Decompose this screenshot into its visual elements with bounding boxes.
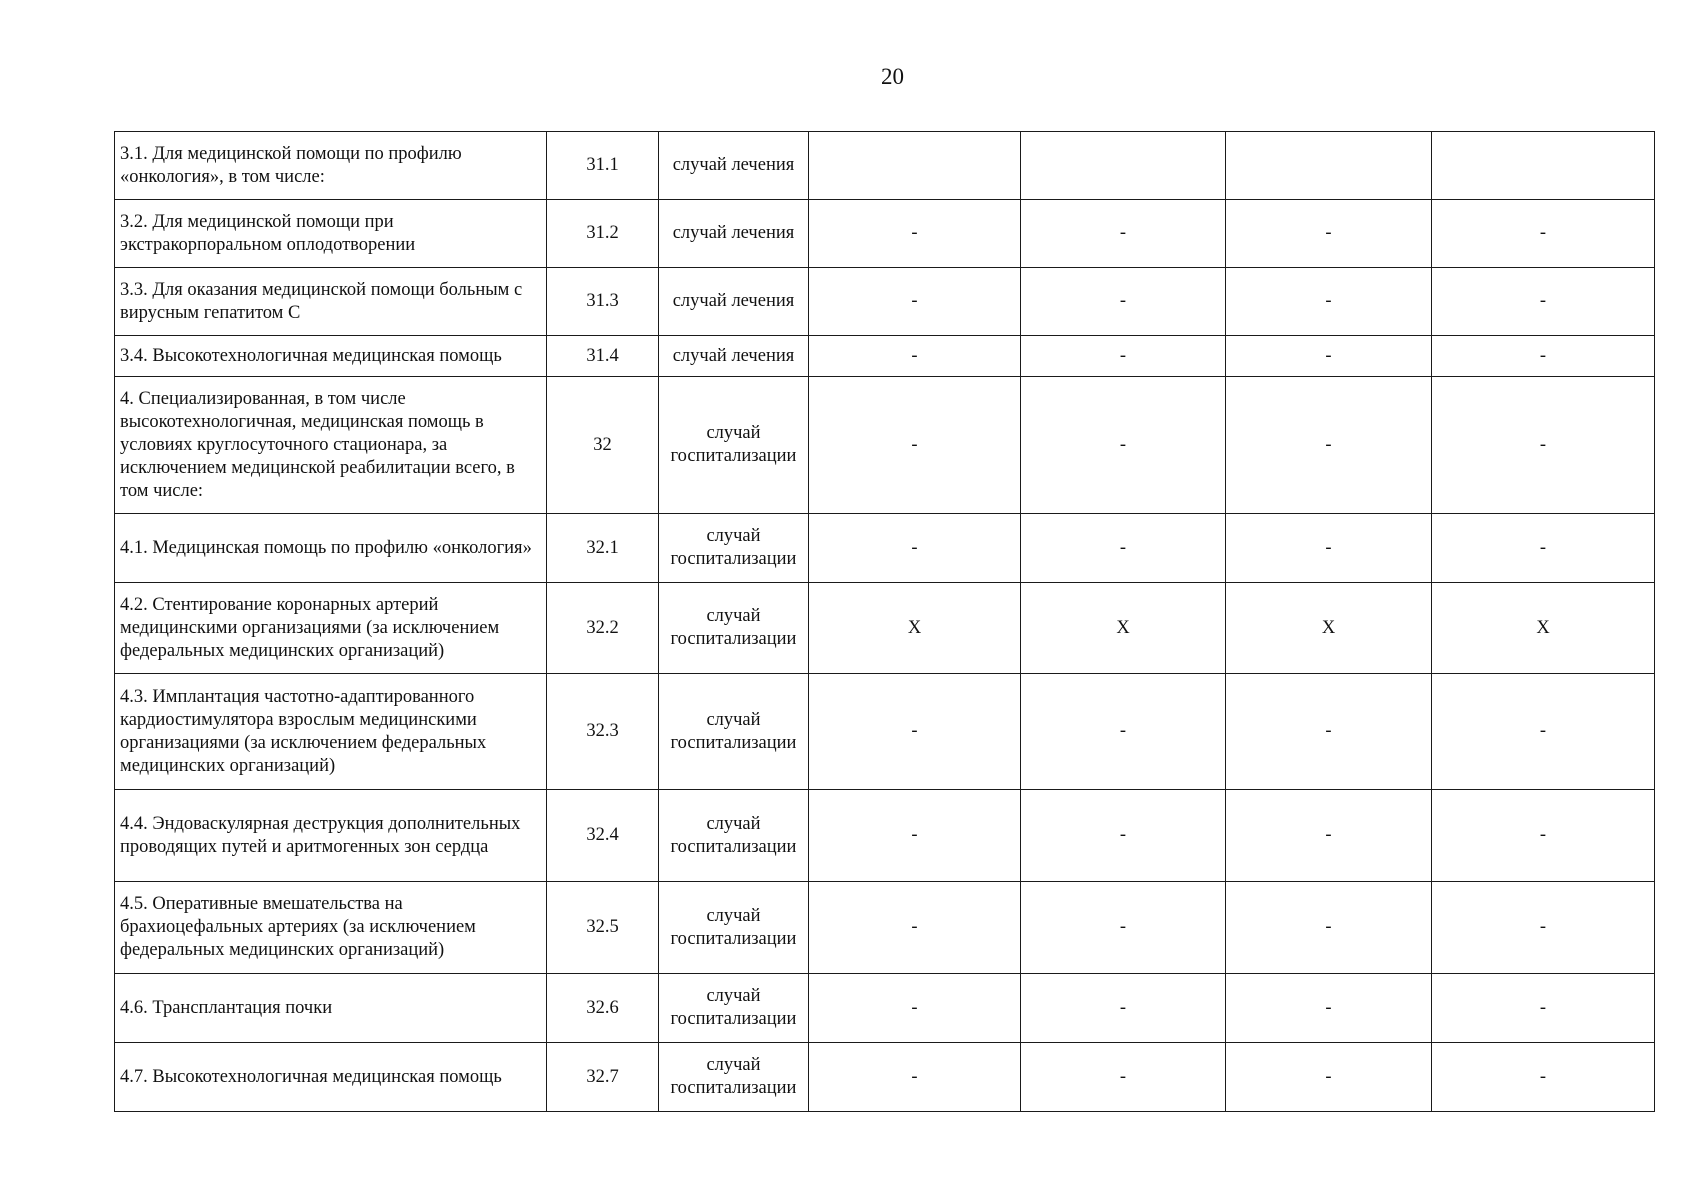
row-name-cell: 3.2. Для медицинской помощи при экстракорпоральном оплодотворении [115, 200, 547, 268]
table-row [115, 882, 1655, 974]
row-code-cell: 31.4 [547, 336, 659, 377]
value-cell: - [1021, 514, 1226, 583]
row-unit-cell: случай госпитализации [659, 974, 809, 1043]
value-cell: - [809, 882, 1021, 974]
value-cell: - [1226, 377, 1432, 514]
value-cell [1021, 132, 1226, 200]
value-cell: - [1021, 1043, 1226, 1112]
table-row [115, 674, 1655, 790]
row-name-cell: 3.3. Для оказания медицинской помощи больным с вирусным гепатитом С [115, 268, 547, 336]
table-row [115, 1043, 1655, 1112]
row-code-cell: 32.7 [547, 1043, 659, 1112]
row-code-cell: 32 [547, 377, 659, 514]
row-code-cell: 32.5 [547, 882, 659, 974]
table-row [115, 336, 1655, 377]
row-name-cell: 3.1. Для медицинской помощи по профилю «онкология», в том числе: [115, 132, 547, 200]
value-cell: - [1226, 268, 1432, 336]
table-row [115, 132, 1655, 200]
value-cell: - [1021, 674, 1226, 790]
value-cell [1432, 132, 1655, 200]
value-cell: - [1226, 790, 1432, 882]
row-unit-cell: случай госпитализации [659, 790, 809, 882]
value-cell: - [1226, 882, 1432, 974]
row-code-cell: 32.2 [547, 583, 659, 674]
value-cell: - [1021, 377, 1226, 514]
value-cell: X [1021, 583, 1226, 674]
page-number: 20 [881, 64, 904, 89]
row-name-cell: 3.4. Высокотехнологичная медицинская помощь [115, 336, 547, 377]
value-cell: - [1226, 514, 1432, 583]
row-unit-cell: случай лечения [659, 200, 809, 268]
value-cell: - [1226, 200, 1432, 268]
value-cell: - [1226, 974, 1432, 1043]
row-unit-cell: случай госпитализации [659, 1043, 809, 1112]
row-code-cell: 32.6 [547, 974, 659, 1043]
value-cell: - [1021, 336, 1226, 377]
value-cell: - [809, 200, 1021, 268]
value-cell: - [809, 336, 1021, 377]
value-cell: - [1226, 336, 1432, 377]
row-name-cell: 4.4. Эндоваскулярная деструкция дополнительных проводящих путей и аритмогенных зон сердца [115, 790, 547, 882]
row-code-cell: 32.4 [547, 790, 659, 882]
value-cell: - [809, 514, 1021, 583]
value-cell: - [1432, 377, 1655, 514]
row-name-cell: 4.5. Оперативные вмешательства на брахиоцефальных артериях (за исключением федеральных медицинских организаций) [115, 882, 547, 974]
value-cell: - [1021, 268, 1226, 336]
value-cell [1226, 132, 1432, 200]
row-unit-cell: случай госпитализации [659, 377, 809, 514]
row-name-cell: 4.6. Трансплантация почки [115, 974, 547, 1043]
value-cell [809, 132, 1021, 200]
table-row [115, 974, 1655, 1043]
row-code-cell: 31.2 [547, 200, 659, 268]
value-cell: - [1226, 1043, 1432, 1112]
value-cell: - [1432, 882, 1655, 974]
row-code-cell: 32.3 [547, 674, 659, 790]
value-cell: - [809, 790, 1021, 882]
value-cell: - [1226, 674, 1432, 790]
row-code-cell: 31.1 [547, 132, 659, 200]
table-row [115, 268, 1655, 336]
table-row [115, 514, 1655, 583]
row-unit-cell: случай госпитализации [659, 583, 809, 674]
table-row [115, 790, 1655, 882]
value-cell: - [1021, 882, 1226, 974]
value-cell: - [1432, 790, 1655, 882]
value-cell: X [1432, 583, 1655, 674]
table-row [115, 377, 1655, 514]
row-unit-cell: случай госпитализации [659, 674, 809, 790]
table-row [115, 583, 1655, 674]
row-name-cell: 4.7. Высокотехнологичная медицинская помощь [115, 1043, 547, 1112]
value-cell: - [1021, 200, 1226, 268]
value-cell: - [1432, 674, 1655, 790]
value-cell: - [1432, 268, 1655, 336]
row-name-cell: 4.2. Стентирование коронарных артерий медицинскими организациями (за исключением федеральных медицинских организаций) [115, 583, 547, 674]
value-cell: - [1432, 514, 1655, 583]
value-cell: - [809, 974, 1021, 1043]
table-row [115, 200, 1655, 268]
value-cell: - [1021, 790, 1226, 882]
row-code-cell: 32.1 [547, 514, 659, 583]
data-table [114, 131, 1655, 1112]
value-cell: - [809, 377, 1021, 514]
value-cell: - [1021, 974, 1226, 1043]
value-cell: X [809, 583, 1021, 674]
row-code-cell: 31.3 [547, 268, 659, 336]
value-cell: - [1432, 1043, 1655, 1112]
value-cell: - [809, 268, 1021, 336]
value-cell: X [1226, 583, 1432, 674]
row-name-cell: 4. Специализированная, в том числе высокотехнологичная, медицинская помощь в условиях круглосуточного стационара, за исключением медицинской реабилитации всего, в том числе: [115, 377, 547, 514]
row-unit-cell: случай госпитализации [659, 514, 809, 583]
row-name-cell: 4.3. Имплантация частотно-адаптированного кардиостимулятора взрослым медицинскими организациями (за исключением федеральных медицинских организаций) [115, 674, 547, 790]
value-cell: - [809, 1043, 1021, 1112]
value-cell: - [1432, 974, 1655, 1043]
row-name-cell: 4.1. Медицинская помощь по профилю «онкология» [115, 514, 547, 583]
row-unit-cell: случай лечения [659, 336, 809, 377]
row-unit-cell: случай лечения [659, 132, 809, 200]
row-unit-cell: случай госпитализации [659, 882, 809, 974]
row-unit-cell: случай лечения [659, 268, 809, 336]
value-cell: - [1432, 200, 1655, 268]
value-cell: - [809, 674, 1021, 790]
value-cell: - [1432, 336, 1655, 377]
